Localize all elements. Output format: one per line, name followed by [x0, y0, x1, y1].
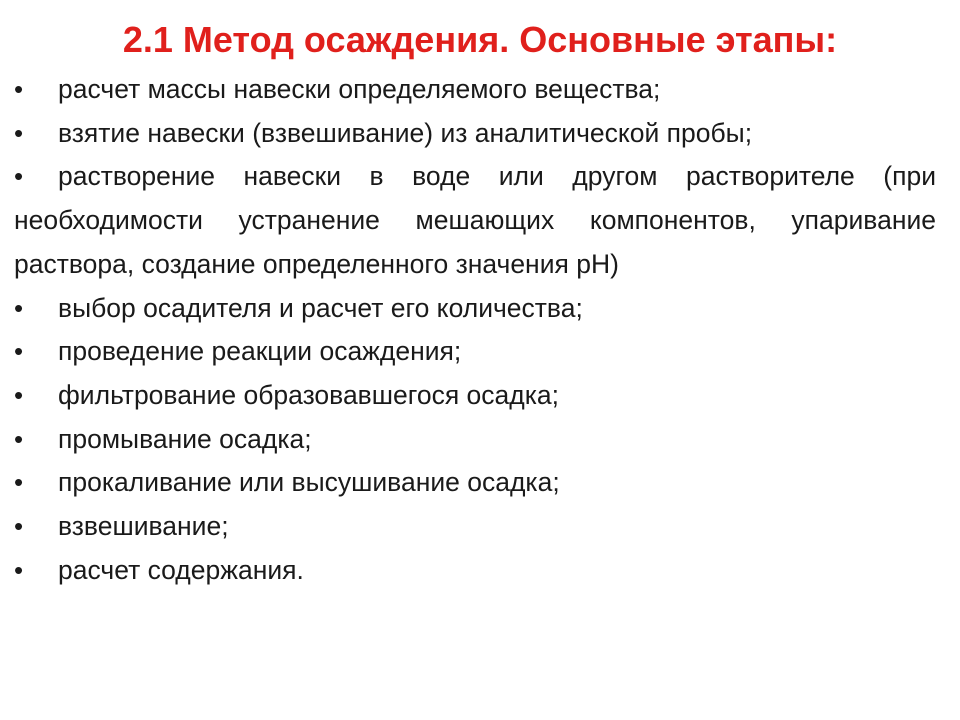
list-item-text: выбор осадителя и расчет его количества; [58, 292, 583, 323]
list-item-text: растворение навески в воде или другом растворителе (при необходимости устранение мешающих компонентов, упаривание раствора, создание определенного значения pH) [14, 161, 936, 279]
list-item [14, 287, 936, 331]
list-item [14, 374, 936, 418]
list-item [14, 461, 936, 505]
list-item [14, 505, 936, 549]
list-item-text: промывание осадка; [58, 423, 312, 454]
bullet-icon: • [14, 292, 24, 323]
bullet-icon: • [14, 379, 24, 410]
bullet-icon: • [14, 117, 24, 148]
bullet-icon: • [14, 511, 24, 542]
list-item-text: расчет массы навески определяемого вещества; [58, 74, 661, 104]
page-title: 2.1 Метод осаждения. Основные этапы: [122, 19, 838, 60]
bullet-icon: • [14, 161, 24, 192]
bullet-icon: • [14, 74, 24, 104]
list-item-text: проведение реакции осаждения; [58, 336, 462, 367]
list-item-text: расчет содержания. [58, 554, 304, 585]
bullet-icon: • [14, 336, 24, 367]
bullet-icon: • [14, 467, 24, 498]
list-item [14, 155, 936, 286]
list-item-text: взятие навески (взвешивание) из аналитической пробы; [58, 117, 753, 148]
steps-list [14, 68, 936, 592]
list-item-text: взвешивание; [58, 511, 229, 542]
list-item [14, 330, 936, 374]
list-item [14, 549, 936, 593]
list-item-text: прокаливание или высушивание осадка; [58, 467, 560, 498]
bullet-icon: • [14, 423, 24, 454]
bullet-icon: • [14, 554, 24, 585]
list-item [14, 418, 936, 462]
list-item-text: фильтрование образовавшегося осадка; [58, 379, 560, 410]
list-item [14, 112, 936, 156]
list-item [14, 68, 936, 112]
